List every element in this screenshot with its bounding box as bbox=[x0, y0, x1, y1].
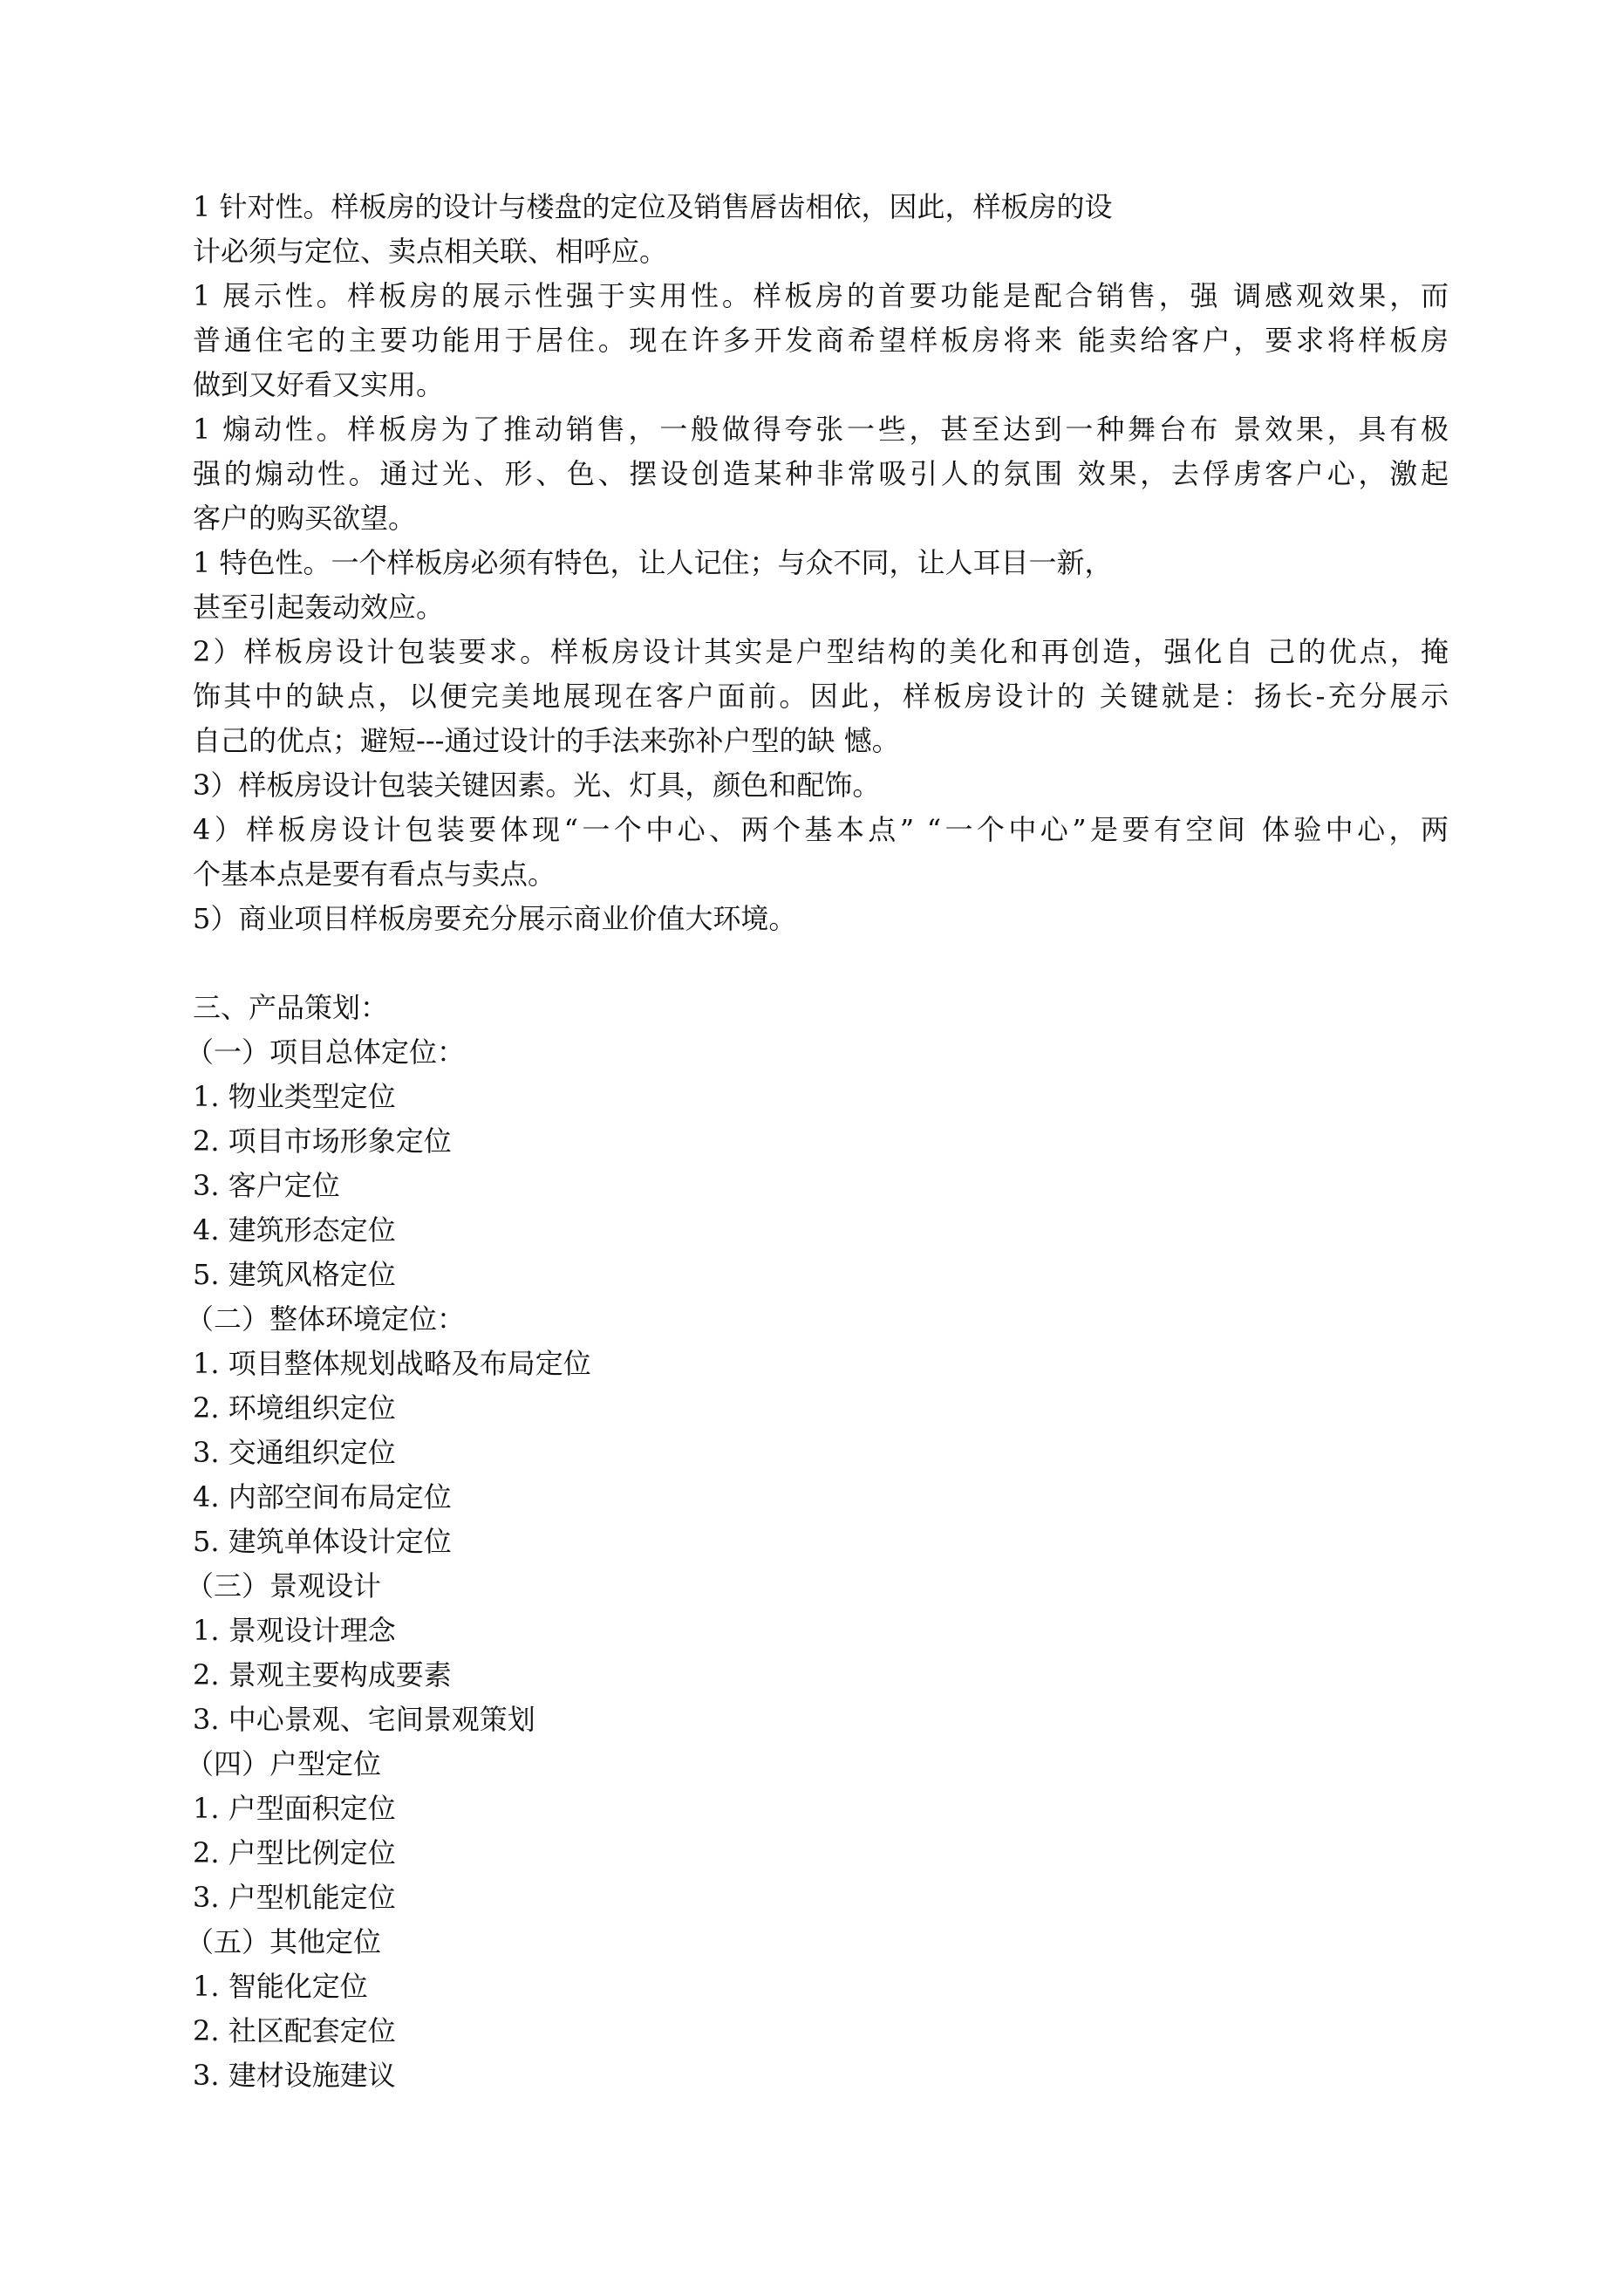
list-item: 1. 物业类型定位 bbox=[193, 1080, 396, 1113]
outline-group-overall-positioning bbox=[186, 1030, 1449, 1297]
outline-group-unit-positioning bbox=[186, 1742, 1449, 1920]
outline-group-landscape-design bbox=[186, 1564, 1449, 1742]
text-line: 强的煽动性。通过光、形、色、摆设创造某种非常吸引人的氛围 效果，去俘虏客户心，激起 bbox=[193, 457, 1449, 490]
text-line: 自己的优点；避短---通过设计的手法来弥补户型的缺 憾。 bbox=[193, 724, 900, 757]
list-item: 2. 户型比例定位 bbox=[193, 1836, 396, 1869]
group-heading: （一）项目总体定位： bbox=[186, 1035, 466, 1069]
blank-line bbox=[193, 941, 1449, 986]
list-item: 2. 项目市场形象定位 bbox=[193, 1124, 452, 1158]
list-item: 1. 户型面积定位 bbox=[193, 1792, 396, 1825]
outline-group-environment-positioning bbox=[186, 1297, 1449, 1564]
text-line: 3）样板房设计包装关键因素。光、灯具，颜色和配饰。 bbox=[193, 769, 881, 802]
list-item: 5. 建筑风格定位 bbox=[193, 1258, 396, 1291]
group-heading: （三）景观设计 bbox=[186, 1569, 382, 1602]
list-item: 1. 景观设计理念 bbox=[193, 1614, 396, 1647]
sample-room-paragraphs bbox=[193, 185, 1449, 941]
list-item: 3. 户型机能定位 bbox=[193, 1881, 396, 1914]
list-item: 3. 中心景观、宅间景观策划 bbox=[193, 1703, 535, 1736]
text-line: 4）样板房设计包装要体现“一个中心、两个基本点” “一个中心”是要有空间 体验中心，两 bbox=[193, 813, 1449, 846]
group-heading: （五）其他定位 bbox=[186, 1925, 382, 1958]
product-planning-section bbox=[186, 986, 1449, 2098]
list-item: 4. 内部空间布局定位 bbox=[193, 1480, 452, 1514]
text-line: 1 特色性。一个样板房必须有特色，让人记住；与众不同，让人耳目一新， bbox=[193, 546, 1113, 579]
text-line: 1 针对性。样板房的设计与楼盘的定位及销售唇齿相依，因此，样板房的设 bbox=[193, 190, 1113, 223]
list-item: 4. 建筑形态定位 bbox=[193, 1213, 396, 1247]
section-title: 三、产品策划： bbox=[193, 991, 389, 1024]
document-body bbox=[186, 185, 1449, 2098]
text-line: 客户的购买欲望。 bbox=[193, 502, 417, 535]
text-line: 饰其中的缺点，以便完美地展现在客户面前。因此，样板房设计的 关键就是：扬长-充分展示 bbox=[193, 680, 1449, 713]
list-item: 2. 环境组织定位 bbox=[193, 1391, 396, 1425]
text-line: 普通住宅的主要功能用于居住。现在许多开发商希望样板房将来 能卖给客户，要求将样板房 bbox=[193, 324, 1449, 357]
text-line: 做到又好看又实用。 bbox=[193, 368, 445, 401]
list-item: 5. 建筑单体设计定位 bbox=[193, 1525, 452, 1558]
text-line: 1 煽动性。样板房为了推动销售，一般做得夸张一些，甚至达到一种舞台布 景效果，具有极 bbox=[193, 413, 1449, 446]
list-item: 2. 社区配套定位 bbox=[193, 2014, 396, 2047]
list-item: 1. 智能化定位 bbox=[193, 1970, 368, 2003]
list-item: 3. 交通组织定位 bbox=[193, 1436, 396, 1469]
text-line: 甚至引起轰动效应。 bbox=[193, 591, 445, 624]
text-line: 个基本点是要有看点与卖点。 bbox=[193, 858, 556, 891]
text-line: 2）样板房设计包装要求。样板房设计其实是户型结构的美化和再创造，强化自 己的优点，掩 bbox=[193, 635, 1449, 668]
text-line: 1 展示性。样板房的展示性强于实用性。样板房的首要功能是配合销售，强 调感观效果，而 bbox=[193, 279, 1449, 312]
list-item: 3. 建材设施建议 bbox=[193, 2059, 396, 2092]
group-heading: （二）整体环境定位： bbox=[186, 1302, 466, 1336]
text-line: 计必须与定位、卖点相关联、相呼应。 bbox=[193, 235, 668, 268]
outline-group-other-positioning bbox=[186, 1920, 1449, 2098]
text-line: 5）商业项目样板房要充分展示商业价值大环境。 bbox=[193, 902, 797, 935]
list-item: 2. 景观主要构成要素 bbox=[193, 1658, 452, 1691]
list-item: 1. 项目整体规划战略及布局定位 bbox=[193, 1347, 591, 1380]
group-heading: （四）户型定位 bbox=[186, 1747, 382, 1780]
list-item: 3. 客户定位 bbox=[193, 1169, 340, 1202]
